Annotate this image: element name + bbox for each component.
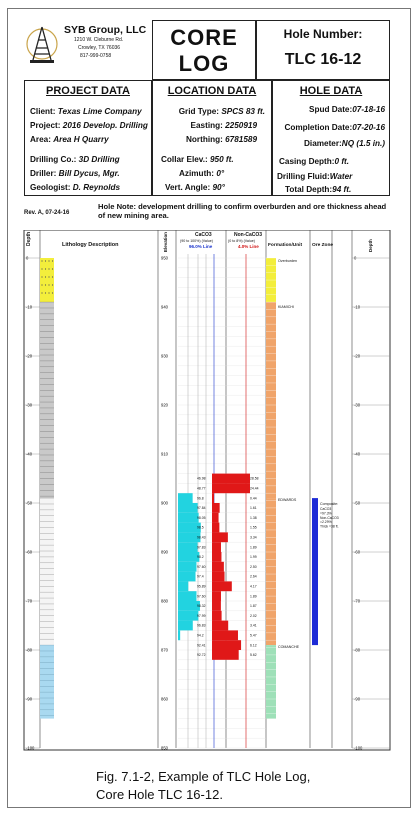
elevation-tick-label: 870 xyxy=(161,647,168,653)
derrick-logo xyxy=(26,24,58,66)
noncaco3-bar xyxy=(212,542,221,552)
casing-value: 0 ft. xyxy=(334,157,350,166)
limestone-pattern xyxy=(40,498,54,645)
location-heading: LOCATION DATA xyxy=(167,85,257,97)
sand-dot xyxy=(41,268,42,269)
northing-label: Northing: xyxy=(186,135,223,144)
caco3-value-label: 97.99 xyxy=(197,613,206,618)
diameter-value: NQ (1.5 in.) xyxy=(341,139,385,148)
sand-dot xyxy=(45,260,46,261)
depth-tick-label: -60 xyxy=(26,549,33,555)
caco3-value-label: 98.43 xyxy=(197,535,206,540)
drillco-label: Drilling Co.: xyxy=(30,155,77,164)
sand-dot xyxy=(41,284,42,285)
noncaco3-bar xyxy=(212,552,221,562)
diameter-label: Diameter: xyxy=(304,139,342,148)
caco3-value-label: 97.83 xyxy=(197,545,206,550)
sand-dot xyxy=(52,276,53,277)
argillaceous-pattern xyxy=(40,645,54,719)
sand-dot xyxy=(52,292,53,293)
ore-zone-title: Composite: xyxy=(320,502,339,506)
spud-label: Spud Date: xyxy=(309,105,353,114)
sand-dot xyxy=(48,268,49,269)
noncaco3-value-label: 2.02 xyxy=(250,613,257,618)
hole-number-box xyxy=(256,20,390,80)
depth-tick-label: 0 xyxy=(26,255,29,261)
completion-row xyxy=(284,123,385,132)
azimuth-label: Azimuth: xyxy=(179,169,215,178)
formation-edwards-fill xyxy=(266,498,276,645)
noncaco3-value-label: 1.89 xyxy=(250,545,257,550)
project-value: 2016 Develop. Drilling xyxy=(62,121,148,130)
company-name: SYB Group, LLC xyxy=(64,24,147,36)
depth-tick-label: -40 xyxy=(26,451,33,457)
client-value: Texas Lime Company xyxy=(57,107,142,116)
ore-zone-line: =2.29% xyxy=(320,520,332,525)
sand-dot xyxy=(45,268,46,269)
driller-label: Driller: xyxy=(30,169,57,178)
depth-right-tick-label: -50 xyxy=(354,500,361,506)
easting-label: Easting: xyxy=(190,121,223,130)
grid-value: SPCS 83 ft. xyxy=(221,107,265,116)
hole-heading: HOLE DATA xyxy=(299,85,363,97)
sand-dot xyxy=(45,276,46,277)
elevation-tick-label: 890 xyxy=(161,549,168,555)
formation-label: EDWARDS xyxy=(278,498,297,503)
sand-dot xyxy=(41,292,42,293)
caco3-value-label: 94.2 xyxy=(197,633,204,638)
noncaco3-header: Non-CaCO3 xyxy=(234,232,263,238)
azimuth-row xyxy=(179,169,224,178)
caco3-value-label: 97.84 xyxy=(197,506,206,511)
sand-dot xyxy=(41,260,42,261)
noncaco3-value-label: 28.58 xyxy=(250,476,259,481)
caco3-bar xyxy=(178,611,198,621)
depth-right-tick-label: -70 xyxy=(354,598,361,604)
area-value: Area H Quarry xyxy=(53,135,109,144)
noncaco3-value-label: 0.44 xyxy=(250,496,257,501)
caco3-bar xyxy=(178,581,188,591)
elevation-header: Elevation xyxy=(163,231,168,252)
ore-zone-bar xyxy=(312,498,318,645)
noncaco3-value-label: 24.44 xyxy=(250,486,259,491)
company-address2: Crowley, TX 76036 xyxy=(78,45,121,51)
noncaco3-value-label: 4.17 xyxy=(250,584,257,589)
core-log-chart xyxy=(0,230,417,760)
depth-tick-label: -90 xyxy=(26,696,33,702)
easting-value: 2250919 xyxy=(225,121,257,130)
noncaco3-bar xyxy=(212,581,232,591)
sand-dot xyxy=(45,284,46,285)
collar-label: Collar Elev.: xyxy=(161,155,208,164)
completion-value: 07-20-16 xyxy=(352,123,385,132)
fluid-label: Drilling Fluid: xyxy=(277,172,330,181)
caco3-value-label: 96.8 xyxy=(197,496,204,501)
depth-right-header: Depth xyxy=(368,239,373,252)
caco3-value-label: 96.83 xyxy=(197,623,206,628)
spud-row xyxy=(309,105,385,114)
sand-dot xyxy=(52,284,53,285)
noncaco3-bar xyxy=(212,513,219,523)
geologist-value: D. Reynolds xyxy=(72,183,121,192)
elevation-tick-label: 880 xyxy=(161,598,168,604)
log-title-box xyxy=(152,20,256,80)
caco3-value-label: 92.41 xyxy=(197,643,206,648)
sand-dot xyxy=(48,276,49,277)
fluid-value: Water xyxy=(329,172,353,181)
noncaco3-bar xyxy=(212,640,241,650)
company-phone: 817-999-0758 xyxy=(80,53,112,59)
caco3-value-label: 95.89 xyxy=(197,584,206,589)
ore-zone-line: Non-CaCO3 xyxy=(320,515,339,520)
caco3-bar xyxy=(178,591,196,601)
caco3-value-label: 98.32 xyxy=(197,604,206,609)
caco3-bar xyxy=(178,493,193,503)
client-label: Client: xyxy=(30,107,56,116)
easting-row xyxy=(191,121,257,130)
driller-row xyxy=(30,169,120,178)
company-address1: 1210 W. Cleburne Rd. xyxy=(74,37,124,43)
ore-zone-line: CaCO3 xyxy=(320,507,332,511)
sand-dot xyxy=(48,284,49,285)
formation-header: Formation/Unit xyxy=(268,243,303,248)
noncaco3-bar xyxy=(212,562,224,572)
log-frame xyxy=(24,230,390,750)
caco3-value-label: 98.2 xyxy=(197,555,204,560)
caco3-line-label: 96.0% Line xyxy=(189,244,213,249)
elevation-tick-label: 910 xyxy=(161,451,168,457)
depth-tick-label: -10 xyxy=(26,304,33,310)
total-value: 94 ft. xyxy=(332,185,352,194)
area-row xyxy=(30,135,109,144)
driller-value: Bill Dycus, Mgr. xyxy=(58,169,120,178)
noncaco3-value-label: 1.99 xyxy=(250,555,257,560)
depth-header: Depth xyxy=(26,231,32,246)
depth-right-tick-label: -40 xyxy=(354,451,361,457)
noncaco3-bar xyxy=(212,650,239,660)
northing-value: 6781589 xyxy=(225,135,257,144)
caco3-bar xyxy=(178,572,196,582)
sand-dot xyxy=(48,292,49,293)
caco3-value-label: 97.4 xyxy=(197,574,204,579)
noncaco3-bar xyxy=(212,474,250,484)
hole-number-label: Hole Number: xyxy=(283,27,363,41)
formation-label: COMANCHE xyxy=(278,645,299,650)
total-label: Total Depth: xyxy=(285,185,333,194)
depth-tick-label: -30 xyxy=(26,402,33,408)
noncaco3-bar xyxy=(212,523,219,533)
caco3-subheader: (90 to 100%) (Value) xyxy=(180,239,213,243)
caco3-value-label: 48.77 xyxy=(197,486,206,491)
depth-tick-label: -50 xyxy=(26,500,33,506)
spud-value: 07-18-16 xyxy=(352,105,385,114)
noncaco3-bar xyxy=(212,601,221,611)
caco3-bar xyxy=(178,562,196,572)
depth-right-tick-label: -20 xyxy=(354,353,361,359)
hole-data-box xyxy=(272,80,390,196)
project-data-box xyxy=(24,80,152,196)
elevation-tick-label: 940 xyxy=(161,304,168,310)
location-data-box xyxy=(152,80,272,196)
collar-value: 950 ft. xyxy=(210,155,234,164)
caco3-bar xyxy=(178,542,198,552)
log-title-line2: LOG xyxy=(178,51,230,76)
noncaco3-line-label: 4.0% Line xyxy=(238,244,259,249)
noncaco3-subheader: (0 to 8%) (Value) xyxy=(228,239,255,243)
casing-row xyxy=(279,157,349,166)
revision: Rev. A, 07-24-16 xyxy=(24,210,70,216)
elevation-tick-label: 930 xyxy=(161,353,168,359)
noncaco3-value-label: 5.47 xyxy=(250,633,257,638)
elevation-tick-label: 850 xyxy=(161,745,168,751)
noncaco3-bar xyxy=(212,572,225,582)
noncaco3-value-label: 2.64 xyxy=(250,574,257,579)
noncaco3-value-label: 2.50 xyxy=(250,564,257,569)
depth-right-tick-label: -10 xyxy=(354,304,361,310)
grid-row xyxy=(179,107,265,116)
project-row xyxy=(30,121,148,130)
noncaco3-value-label: 1.38 xyxy=(250,515,257,520)
caco3-value-label: 97.60 xyxy=(197,564,206,569)
caco3-bar xyxy=(178,621,193,631)
noncaco3-value-label: 3.41 xyxy=(250,623,257,628)
noncaco3-bar xyxy=(212,503,220,513)
hole-number: TLC 16-12 xyxy=(284,51,362,68)
noncaco3-bar xyxy=(212,621,228,631)
depth-right-tick-label: -90 xyxy=(354,696,361,702)
sand-dot xyxy=(45,292,46,293)
geologist-row xyxy=(30,183,120,192)
depth-tick-label: -70 xyxy=(26,598,33,604)
grid-label: Grid Type: xyxy=(178,107,220,116)
project-label: Project: xyxy=(30,121,61,130)
ore-header: Ore Zone xyxy=(312,243,334,248)
caco3-value-label: 98.05 xyxy=(197,515,206,520)
ore-zone-line: =97.3% xyxy=(320,511,332,516)
noncaco3-value-label: 1.55 xyxy=(250,525,257,530)
noncaco3-value-label: 3.34 xyxy=(250,535,257,540)
azimuth-value: 0° xyxy=(216,169,225,178)
noncaco3-value-label: 1.87 xyxy=(250,604,257,609)
caco3-value-label: 46.98 xyxy=(197,476,206,481)
noncaco3-bar xyxy=(212,630,238,640)
formation-label: Overburden xyxy=(278,259,297,263)
sandy-silt-pattern xyxy=(40,258,54,302)
drillco-row xyxy=(30,155,120,164)
noncaco3-bar xyxy=(212,483,250,493)
lithology-header: Lithology Description xyxy=(62,242,119,248)
noncaco3-value-label: 1.61 xyxy=(250,506,257,511)
noncaco3-bar xyxy=(212,591,221,601)
noncaco3-value-label: 5.62 xyxy=(250,653,257,658)
project-heading: PROJECT DATA xyxy=(46,85,130,97)
noncaco3-value-label: 1.89 xyxy=(250,594,257,599)
diameter-row xyxy=(304,139,385,148)
caco3-bar xyxy=(178,513,199,523)
elevation-tick-label: 900 xyxy=(161,500,168,506)
area-label: Area: xyxy=(30,135,51,144)
caco3-bar xyxy=(178,630,180,640)
elevation-tick-label: 860 xyxy=(161,696,168,702)
caco3-value-label: 98.5 xyxy=(197,525,204,530)
depth-tick-label: -100 xyxy=(26,745,35,751)
figure-caption: Fig. 7.1-2, Example of TLC Hole Log, Core Hole TLC 16-12. xyxy=(96,769,311,802)
northing-row xyxy=(186,135,257,144)
noncaco3-bar xyxy=(212,611,222,621)
ore-zone-line: Thick =38 ft. xyxy=(320,524,339,529)
caco3-header: CaCO3 xyxy=(195,232,212,238)
vert-value: 90° xyxy=(212,183,225,192)
collar-row xyxy=(161,155,234,164)
log-title-line1: CORE xyxy=(170,25,238,50)
depth-right-tick-label: -100 xyxy=(354,745,363,751)
sand-dot xyxy=(48,260,49,261)
noncaco3-bar xyxy=(212,493,214,503)
drillco-value: 3D Drilling xyxy=(78,155,120,164)
caco3-value-label: 92.72 xyxy=(197,653,206,658)
casing-label: Casing Depth: xyxy=(279,157,335,166)
company-block xyxy=(24,20,150,80)
total-row xyxy=(285,185,351,194)
depth-tick-label: -80 xyxy=(26,647,33,653)
depth-right-tick-label: 0 xyxy=(354,255,357,261)
noncaco3-value-label: 6.12 xyxy=(250,643,257,648)
sand-dot xyxy=(52,268,53,269)
depth-tick-label: -20 xyxy=(26,353,33,359)
depth-right-tick-label: -80 xyxy=(354,647,361,653)
hole-note: Hole Note: development drilling to confirm overburden and ore thickness ahead of new mining area. xyxy=(98,202,387,221)
formation-label: KIAMICHI xyxy=(278,305,294,310)
vert-row xyxy=(165,183,225,192)
formation-comanche-fill xyxy=(266,645,276,719)
fluid-row xyxy=(277,172,352,181)
sand-dot xyxy=(41,276,42,277)
noncaco3-bar xyxy=(212,532,228,542)
elevation-tick-label: 950 xyxy=(161,255,168,261)
geologist-label: Geologist: xyxy=(30,183,71,192)
client-row xyxy=(30,107,142,116)
completion-label: Completion Date: xyxy=(284,123,353,132)
elevation-tick-label: 920 xyxy=(161,402,168,408)
sand-dot xyxy=(52,260,53,261)
depth-right-tick-label: -30 xyxy=(354,402,361,408)
caco3-bar xyxy=(178,503,198,513)
caco3-value-label: 97.60 xyxy=(197,594,206,599)
vert-label: Vert. Angle: xyxy=(165,183,211,192)
depth-right-tick-label: -60 xyxy=(354,549,361,555)
